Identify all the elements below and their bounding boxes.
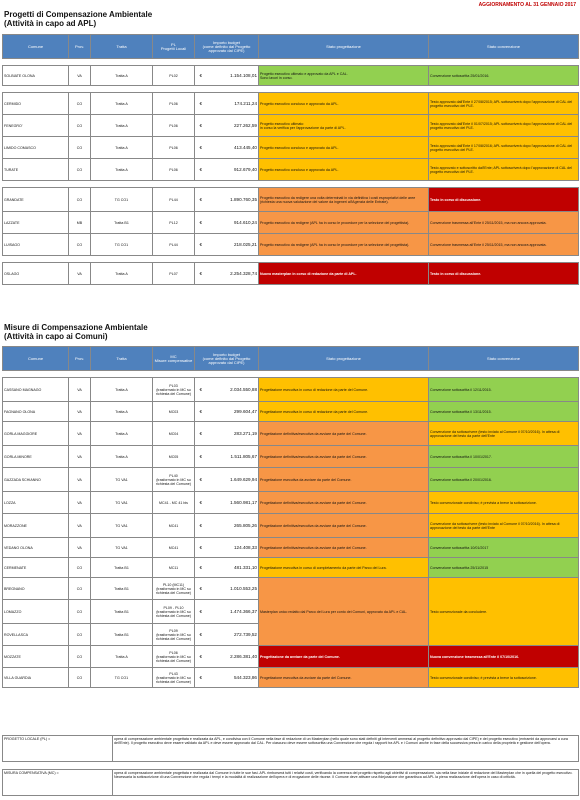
tratta-cell: Tratta A	[91, 93, 153, 115]
comune-cell: OSLAGO	[3, 263, 69, 285]
importo-cell: 272.739,52	[207, 624, 259, 646]
code-cell: PL07	[153, 263, 195, 285]
tratta-cell: Tratta A	[91, 263, 153, 285]
stato-convenzione-cell: Convenzione sottoscritta il 10/01/2017.	[429, 446, 579, 468]
table-row	[3, 446, 579, 468]
group-spacer	[3, 256, 579, 263]
prov-cell: CO	[69, 600, 91, 624]
prov-cell: CO	[69, 234, 91, 256]
code-cell: PL10 (MC11) (trasformato in MC su richiesta del Comune)	[153, 578, 195, 600]
code-cell: MC41	[153, 538, 195, 558]
header-stato-progettazione: Stato progettazione	[259, 347, 429, 371]
stato-progettazione-cell: Progettazione definitiva/esecutiva da avviare da parte del Comune.	[259, 492, 429, 514]
code-cell: PL40 (trasformato in MC su richiesta del Comune)	[153, 468, 195, 492]
euro-sign: €	[195, 446, 207, 468]
header-importo: Importo budget (come definito dal Progetto approvato dal CIPE)	[195, 347, 259, 371]
prov-cell: VA	[69, 514, 91, 538]
stato-progettazione-cell: Progettazione esecutiva in corso di redazione da parte del Comune.	[259, 378, 429, 402]
code-cell: PL44	[153, 234, 195, 256]
stato-progettazione-cell: Progetto esecutivo ultimato e approvato da APL e CAL. Sono lavori in corso.	[259, 66, 429, 86]
euro-sign: €	[195, 115, 207, 137]
stato-progettazione-cell: Nuovo masterplan in corso di redazione da parte di APL.	[259, 263, 429, 285]
prov-cell: VA	[69, 538, 91, 558]
table-row	[3, 578, 579, 600]
table-row	[3, 263, 579, 285]
header-tratta: Tratta	[91, 347, 153, 371]
importo-cell: 413.445,40	[207, 137, 259, 159]
prov-cell: VA	[69, 402, 91, 422]
stato-progettazione-cell: Progetto esecutivo da redigere una volta determinati in via definitiva i costi espropriativi delle aree (richiesta una nuova valutazione del valore da ingeneri all'Agenzia delle Entrate).	[259, 188, 429, 212]
definition-text: opera di compensazione ambientale progettata e realizzata da APL, e condivisa con il Comune nella fase di redazione di un Masterplan (nello quale sono stati definiti gli interventi ammessi al progetto definitivo approvato dal CIPE) e del progetto esecutivo (entrambi da approvarsi a cura dell'Ente). Il progetto esecutivo deve essere validato da APL e deve essere approvato dal CAL. Per ciascuno deve essere sottoscritta una Convenzione che regola i rapporti tra APL e i Comuni anche in fase della successiva presa in carico della proprietà e gestione dell'opera.	[113, 736, 579, 762]
header-tratta: Tratta	[91, 35, 153, 59]
section1-title	[4, 10, 152, 28]
tratta-cell: Tratta B1	[91, 624, 153, 646]
prov-cell: VA	[69, 422, 91, 446]
header-prov: Prov.	[69, 35, 91, 59]
header-stato-convenzione: Stato convenzione	[429, 35, 579, 59]
code-cell: PL09 (trasformato in MC su richiesta del Comune)	[153, 624, 195, 646]
table-row	[3, 514, 579, 538]
code-cell: MC05	[153, 446, 195, 468]
definition-label: PROGETTO LOCALE (PL) =	[3, 736, 113, 762]
prov-cell: VA	[69, 66, 91, 86]
section2-title-line2: (Attività in capo ai Comuni)	[4, 332, 108, 341]
stato-progettazione-cell: Progetto esecutivo da redigere (APL ha in corso le procedure per la selezione del progettista).	[259, 234, 429, 256]
comune-cell: CERMENATE	[3, 558, 69, 578]
comune-cell: FAGNANO OLONA	[3, 402, 69, 422]
stato-convenzione-cell: Testo convenzionale da concludere.	[429, 578, 579, 646]
prov-cell: CO	[69, 159, 91, 181]
importo-cell: 124.408,33	[207, 538, 259, 558]
importo-cell: 174.211,24	[207, 93, 259, 115]
importo-cell: 1.511.805,67	[207, 446, 259, 468]
prov-cell: CO	[69, 188, 91, 212]
spacer-cell	[3, 59, 579, 66]
municipal-measures-table	[2, 346, 579, 688]
stato-progettazione-cell: Progetto esecutivo concluso e approvato da APL.	[259, 137, 429, 159]
tratta-cell: TG CO1	[91, 188, 153, 212]
table-row	[3, 558, 579, 578]
definition-label: MISURA COMPENSATIVA (MC) =	[3, 770, 113, 796]
header-prov: Prov.	[69, 347, 91, 371]
group-spacer	[3, 371, 579, 378]
importo-cell: 265.805,26	[207, 514, 259, 538]
euro-sign: €	[195, 378, 207, 402]
tratta-cell: TG CO1	[91, 668, 153, 688]
table-row	[3, 137, 579, 159]
table-row	[3, 93, 579, 115]
header-code: MC Misure compensative	[153, 347, 195, 371]
stato-progettazione-cell: Progettazione esecutiva da avviare da parte del Comune.	[259, 468, 429, 492]
table-row	[3, 668, 579, 688]
group-spacer	[3, 181, 579, 188]
section1-title-line2: (Attività in capo ad APL)	[4, 19, 97, 28]
table-row	[3, 159, 579, 181]
table-row	[3, 115, 579, 137]
stato-progettazione-cell: Progetto esecutivo concluso e approvato da APL.	[259, 159, 429, 181]
stato-convenzione-cell: Convenzione sottoscritta il 20/01/2016.	[429, 468, 579, 492]
euro-sign: €	[195, 402, 207, 422]
prov-cell: CO	[69, 93, 91, 115]
tratta-cell: Tratta A	[91, 66, 153, 86]
group-spacer	[3, 59, 579, 66]
importo-cell: 1.474.366,37	[207, 600, 259, 624]
header-stato-convenzione: Stato convenzione	[429, 347, 579, 371]
prov-cell: MB	[69, 212, 91, 234]
tratta-cell: Tratta B1	[91, 578, 153, 600]
code-cell: MC11	[153, 558, 195, 578]
comune-cell: MOZZATE	[3, 646, 69, 668]
stato-progettazione-cell: Progetto esecutivo ultimato in corso la verifica per l'approvazione da parte di APL.	[259, 115, 429, 137]
code-cell: PL44	[153, 188, 195, 212]
spacer-cell	[3, 86, 579, 93]
group-spacer	[3, 86, 579, 93]
code-cell: PL12	[153, 212, 195, 234]
tratta-cell: Tratta B1	[91, 212, 153, 234]
header-comune: Comune	[3, 35, 69, 59]
tratta-cell: Tratta A	[91, 378, 153, 402]
table-header-row	[3, 347, 579, 371]
table-row	[3, 378, 579, 402]
comune-cell: VILLA GUARDIA	[3, 668, 69, 688]
code-cell: PL06	[153, 93, 195, 115]
stato-convenzione-cell: Testo in corso di discussione.	[429, 263, 579, 285]
tratta-cell: TG VA1	[91, 492, 153, 514]
euro-sign: €	[195, 538, 207, 558]
comune-cell: TURATE	[3, 159, 69, 181]
tratta-cell: TG VA1	[91, 538, 153, 558]
stato-convenzione-cell: Convenzione sottoscritta 10/01/2017	[429, 538, 579, 558]
euro-sign: €	[195, 234, 207, 256]
code-cell: PL02	[153, 66, 195, 86]
spacer-cell	[3, 371, 579, 378]
stato-progettazione-cell: Progettazione esecutiva da avviare da parte del Comune.	[259, 668, 429, 688]
tratta-cell: Tratta A	[91, 137, 153, 159]
comune-cell: CASSANO MAGNAGO	[3, 378, 69, 402]
comune-cell: BREGNANO	[3, 578, 69, 600]
stato-progettazione-cell: Progettazione definitiva/esecutiva da avviare da parte del Comune.	[259, 446, 429, 468]
stato-convenzione-cell: Testo convenzionale condiviso; è prevista a breve la sottoscrizione.	[429, 492, 579, 514]
definitions-table	[2, 735, 579, 796]
header-stato-progettazione: Stato progettazione	[259, 35, 429, 59]
header-code: PL Progetti Locali	[153, 35, 195, 59]
table-row	[3, 492, 579, 514]
comune-cell: MORAZZONE	[3, 514, 69, 538]
tratta-cell: Tratta A	[91, 646, 153, 668]
comune-cell: SOLBIATE OLONA	[3, 66, 69, 86]
tratta-cell: Tratta B1	[91, 600, 153, 624]
prov-cell: VA	[69, 468, 91, 492]
stato-progettazione-cell: Progettazione definitiva/esecutiva da avviare da parte del Comune.	[259, 422, 429, 446]
comune-cell: GORLA MAGGIORE	[3, 422, 69, 446]
importo-cell: 218.025,21	[207, 234, 259, 256]
prov-cell: CO	[69, 115, 91, 137]
section2-title-line1: Misure di Compensazione Ambientale	[4, 323, 148, 332]
comune-cell: VEDANO OLONA	[3, 538, 69, 558]
stato-progettazione-cell: Progettazione da avviare da parte del Comune.	[259, 646, 429, 668]
euro-sign: €	[195, 558, 207, 578]
comune-cell: LAZZATE	[3, 212, 69, 234]
table-row	[3, 468, 579, 492]
table-row	[3, 646, 579, 668]
comune-cell: ROVELLASCA	[3, 624, 69, 646]
euro-sign: €	[195, 93, 207, 115]
code-cell: MC41	[153, 514, 195, 538]
stato-convenzione-cell: Convenzione sottoscritta il 12/11/2015.	[429, 378, 579, 402]
definition-text: opera di compensazione ambientale progettata e realizzata dal Comune in tutte le sue fasi. APL rimborserà tutti i relativi costi, verificando la coerenza del progetto rispetto agli obiettivi di compensazione, sia nella fase iniziale di redazione del Masterplan che in quella del progetto esecutivo. Necessaria la sottoscrizione di una Convenzione che regola i tempi e la modalità di realizzazione dell'opera e di erogazione delle risorse. Il Comune deve attivare una fidejussione che garantisca ad APL la piena realizzazione dell'opera in caso di criticità.	[113, 770, 579, 796]
code-cell: PL03 (trasformato in MC su richiesta del Comune)	[153, 378, 195, 402]
update-note: AGGIORNAMENTO AL 31 GENNAIO 2017	[478, 2, 576, 8]
stato-convenzione-cell: Nuova convenzione trasmessa all'Ente il 07/10/2016.	[429, 646, 579, 668]
tratta-cell: TG CO1	[91, 234, 153, 256]
code-cell: PL06 (trasformato in MC su richiesta del Comune)	[153, 646, 195, 668]
tratta-cell: Tratta A	[91, 115, 153, 137]
definition-row	[3, 770, 579, 796]
importo-cell: 2.034.550,88	[207, 378, 259, 402]
importo-cell: 283.271,19	[207, 422, 259, 446]
euro-sign: €	[195, 422, 207, 446]
code-cell: PL06	[153, 137, 195, 159]
comune-cell: LUISAGO	[3, 234, 69, 256]
stato-convenzione-cell: Testo convenzionale condiviso; è prevista a breve la sottoscrizione.	[429, 668, 579, 688]
euro-sign: €	[195, 624, 207, 646]
euro-sign: €	[195, 137, 207, 159]
header-importo: Importo budget (come definito dal Progetto approvato dal CIPE)	[195, 35, 259, 59]
comune-cell: GORLA MINORE	[3, 446, 69, 468]
euro-sign: €	[195, 514, 207, 538]
table-row	[3, 402, 579, 422]
prov-cell: CO	[69, 668, 91, 688]
importo-cell: 299.604,47	[207, 402, 259, 422]
euro-sign: €	[195, 263, 207, 285]
euro-sign: €	[195, 66, 207, 86]
prov-cell: VA	[69, 378, 91, 402]
code-cell: PL43 (trasformato in MC su richiesta del Comune)	[153, 668, 195, 688]
stato-convenzione-cell: Convenzione da sottoscrivere (testo inviato al Comune il 07/10/2016). In attesa di approvazione del testo da parte dell'Ente	[429, 422, 579, 446]
stato-convenzione-cell: Testo in corso di discussione.	[429, 188, 579, 212]
code-cell: MC41 - MC 41 bis	[153, 492, 195, 514]
euro-sign: €	[195, 468, 207, 492]
stato-progettazione-cell: Masterplan unico redatto dal Parco del Lura per conto dei Comuni, approvato da APL e CAL.	[259, 578, 429, 646]
table-row	[3, 188, 579, 212]
code-cell: PL06	[153, 159, 195, 181]
prov-cell: VA	[69, 446, 91, 468]
euro-sign: €	[195, 159, 207, 181]
importo-cell: 1.560.981,17	[207, 492, 259, 514]
stato-convenzione-cell: Convenzione sottoscritta il 13/11/2015.	[429, 402, 579, 422]
section1-title-line1: Progetti di Compensazione Ambientale	[4, 10, 153, 19]
stato-convenzione-cell: Testo approvato dall'Ente il 17/08/2016; APL sottoscriverà dopo l'approvazione di CAL del progetto esecutivo del PLE.	[429, 137, 579, 159]
table-row	[3, 66, 579, 86]
header-comune: Comune	[3, 347, 69, 371]
tratta-cell: Tratta A	[91, 159, 153, 181]
code-cell: PL09 - PL10 (trasformato in MC su richiesta del Comune)	[153, 600, 195, 624]
code-cell: PL06	[153, 115, 195, 137]
comune-cell: LOMAZZO	[3, 600, 69, 624]
importo-cell: 914.610,24	[207, 212, 259, 234]
prov-cell: CO	[69, 578, 91, 600]
prov-cell: VA	[69, 492, 91, 514]
table-row	[3, 422, 579, 446]
stato-progettazione-cell: Progetto esecutivo concluso e approvato da APL.	[259, 93, 429, 115]
prov-cell: CO	[69, 646, 91, 668]
stato-convenzione-cell: Testo approvato e sottoscritto dall'Ente; APL sottoscriverà dopo l'approvazione di CAL del progetto esecutivo del PLE.	[429, 159, 579, 181]
stato-convenzione-cell: Convenzione sottoscritta 25/11/2015	[429, 558, 579, 578]
section2-title	[4, 323, 148, 341]
stato-progettazione-cell: Progetto esecutivo da redigere (APL ha in corso le procedure per la selezione del progettista).	[259, 212, 429, 234]
code-cell: MC04	[153, 422, 195, 446]
importo-cell: 1.890.760,35	[207, 188, 259, 212]
table-header-row	[3, 35, 579, 59]
importo-cell: 481.331,10	[207, 558, 259, 578]
stato-convenzione-cell: Convenzione trasmessa all'Ente il 25/11/2015, ma non ancora approvata.	[429, 234, 579, 256]
importo-cell: 544.323,86	[207, 668, 259, 688]
prov-cell: CO	[69, 624, 91, 646]
comune-cell: LOZZA	[3, 492, 69, 514]
prov-cell: CO	[69, 558, 91, 578]
spacer-cell	[3, 256, 579, 263]
stato-convenzione-cell: Testo approvato dall'Ente il 01/07/2015; APL sottoscriverà dopo l'approvazione di CAL del progetto esecutivo del PLE.	[429, 115, 579, 137]
importo-cell: 2.254.328,74	[207, 263, 259, 285]
importo-cell: 1.154.108,01	[207, 66, 259, 86]
stato-convenzione-cell: Convenzione da sottoscrivere (testo inviato al Comune il 07/10/2016). In attesa di approvazione del testo da parte dell'Ente	[429, 514, 579, 538]
spacer-cell	[3, 762, 579, 770]
comune-cell: FENEGRO'	[3, 115, 69, 137]
stato-convenzione-cell: Convenzione sottoscritta 25/01/2016.	[429, 66, 579, 86]
stato-progettazione-cell: Progettazione definitiva/esecutiva da avviare da parte del Comune.	[259, 538, 429, 558]
importo-cell: 227.262,59	[207, 115, 259, 137]
prov-cell: CO	[69, 137, 91, 159]
definition-spacer	[3, 762, 579, 770]
tratta-cell: Tratta A	[91, 446, 153, 468]
comune-cell: GRANDATE	[3, 188, 69, 212]
comune-cell: GAZZADA SCHIANNO	[3, 468, 69, 492]
importo-cell: 2.286.381,40	[207, 646, 259, 668]
stato-progettazione-cell: Progettazione esecutiva in corso di completamento da parte del Parco del Lura.	[259, 558, 429, 578]
table-row	[3, 212, 579, 234]
tratta-cell: Tratta A	[91, 402, 153, 422]
euro-sign: €	[195, 668, 207, 688]
importo-cell: 1.649.629,94	[207, 468, 259, 492]
euro-sign: €	[195, 600, 207, 624]
spacer-cell	[3, 181, 579, 188]
euro-sign: €	[195, 212, 207, 234]
prov-cell: VA	[69, 263, 91, 285]
apl-projects-table	[2, 34, 579, 285]
tratta-cell: Tratta A	[91, 422, 153, 446]
importo-cell: 912.679,40	[207, 159, 259, 181]
stato-convenzione-cell: Convenzione trasmessa all'Ente il 25/11/2015, ma non ancora approvata.	[429, 212, 579, 234]
tratta-cell: TG VA1	[91, 514, 153, 538]
table-row	[3, 234, 579, 256]
stato-progettazione-cell: Progettazione definitiva/esecutiva da avviare da parte del Comune.	[259, 514, 429, 538]
euro-sign: €	[195, 578, 207, 600]
tratta-cell: TG VA1	[91, 468, 153, 492]
code-cell: MC03	[153, 402, 195, 422]
stato-convenzione-cell: Testo approvato dall'Ente il 27/08/2015; APL sottoscriverà dopo l'approvazione di CAL del progetto esecutivo del PLE.	[429, 93, 579, 115]
stato-progettazione-cell: Progettazione esecutiva in corso di redazione da parte del Comune.	[259, 402, 429, 422]
euro-sign: €	[195, 188, 207, 212]
comune-cell: LIMIDO COMASCO	[3, 137, 69, 159]
comune-cell: CERMIDO	[3, 93, 69, 115]
tratta-cell: Tratta B1	[91, 558, 153, 578]
table-row	[3, 538, 579, 558]
euro-sign: €	[195, 646, 207, 668]
euro-sign: €	[195, 492, 207, 514]
importo-cell: 1.010.553,25	[207, 578, 259, 600]
definition-row	[3, 736, 579, 762]
